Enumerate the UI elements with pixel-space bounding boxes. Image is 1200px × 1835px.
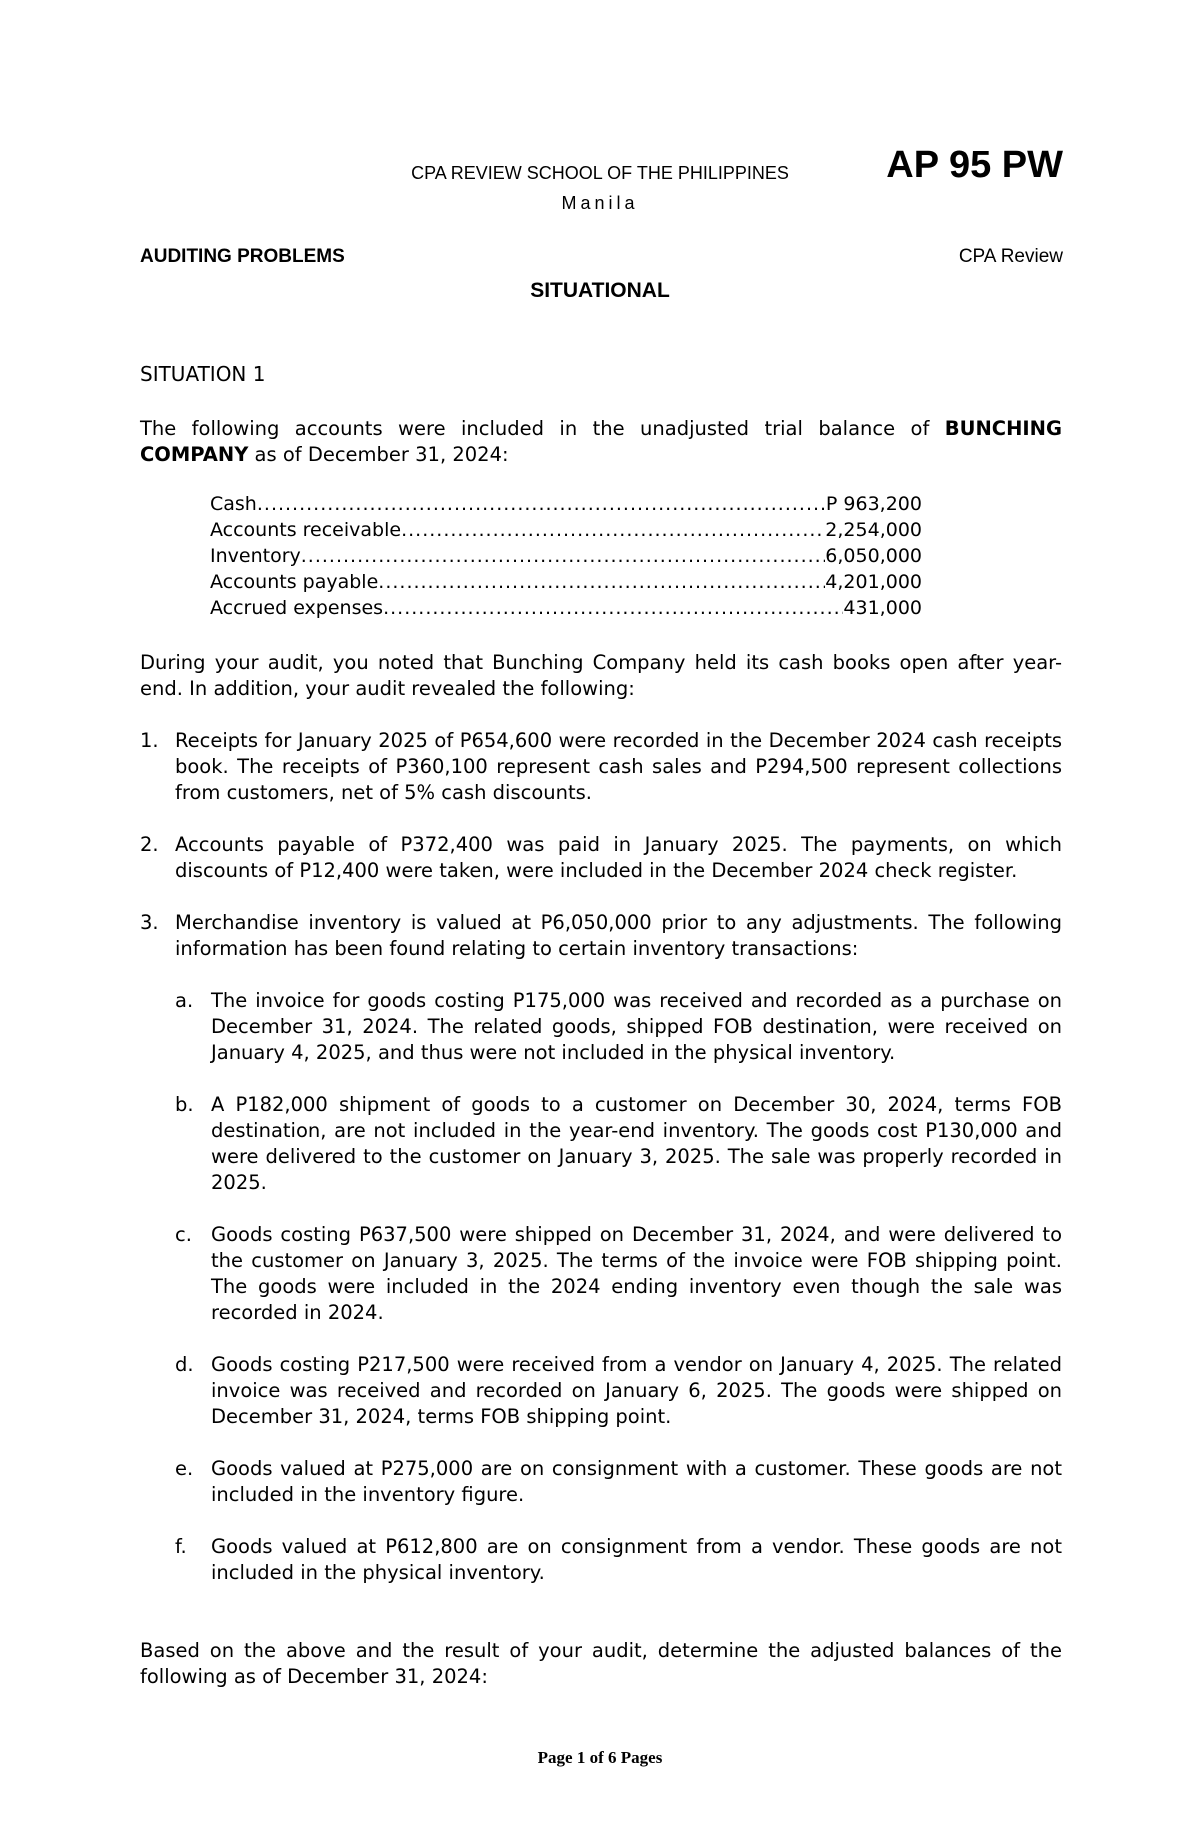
leader-dots (383, 597, 843, 619)
subitem-letter: a. (175, 989, 194, 1012)
item-text: Accounts payable of P372,400 was paid in January 2025. The payments, on which discounts of P12,400 were taken, were included in the December 2024 check register. (175, 833, 1062, 882)
account-amount: 4,201,000 (825, 571, 922, 593)
leader-dots (378, 571, 825, 593)
leader-dots (257, 493, 826, 515)
account-label: Accounts payable (210, 571, 379, 593)
item-text: Receipts for January 2025 of P654,600 were recorded in the December 2024 cash receipts book. The receipts of P360,100 represent cash sales and P294,500 represent collections from customers, net of 5% cash discounts. (175, 729, 1062, 804)
subitem-text: Goods valued at P612,800 are on consignment from a vendor. These goods are not included in the physical inventory. (211, 1535, 1062, 1584)
leader-dots (301, 545, 826, 567)
item-number: 3. (140, 911, 159, 934)
account-row-cash (210, 493, 922, 515)
account-row-accrued (210, 597, 922, 619)
account-row-payable (210, 571, 922, 593)
school-name: CPA REVIEW SCHOOL OF THE PHILIPPINES (411, 163, 789, 183)
subitem-letter: e. (175, 1457, 194, 1480)
inventory-subitem (175, 1352, 1062, 1430)
subitem-letter: b. (175, 1093, 194, 1116)
closing-question: Based on the above and the result of your audit, determine the adjusted balances of the following as of December 31, 2024: (140, 1639, 1062, 1688)
subitem-text: A P182,000 shipment of goods to a customer on December 30, 2024, terms FOB destination, are not included in the year-end inventory. The goods cost P130,000 and were delivered to the customer on January 3, 2025. The sale was properly recorded in 2025. (211, 1093, 1062, 1194)
inventory-subitem (175, 1222, 1062, 1326)
intro-text-after: as of December 31, 2024: (248, 443, 509, 466)
account-label: Accrued expenses (210, 597, 384, 619)
subitem-text: Goods costing P637,500 were shipped on December 31, 2024, and were delivered to the customer on January 3, 2025. The terms of the invoice were FOB shipping point. The goods were included in the 2024 ending inventory even though the sale was recorded in 2024. (211, 1223, 1062, 1324)
subject-title: AUDITING PROBLEMS (140, 246, 345, 267)
subitem-letter: f. (175, 1535, 187, 1558)
finding-item (140, 728, 1062, 806)
finding-item (140, 910, 1062, 962)
account-row-inventory (210, 545, 922, 567)
finding-item (140, 832, 1062, 884)
subitem-letter: d. (175, 1353, 194, 1376)
account-row-receivable (210, 519, 922, 541)
leader-dots (401, 519, 825, 541)
page-number: Page 1 of 6 Pages (537, 1748, 663, 1767)
inventory-subitem (175, 1534, 1062, 1586)
review-label: CPA Review (958, 246, 1063, 267)
subitem-text: The invoice for goods costing P175,000 was received and recorded as a purchase on December 31, 2024. The related goods, shipped FOB destination, were received on January 4, 2025, and thus were not included in the physical inventory. (211, 989, 1062, 1064)
company-name: BUNCHING COMPANY (140, 417, 1062, 466)
inventory-subitem (175, 1092, 1062, 1196)
audit-note: During your audit, you noted that Bunching Company held its cash books open after year-end. In addition, your audit revealed the following: (140, 651, 1062, 700)
item-number: 1. (140, 729, 159, 752)
account-label: Accounts receivable (210, 519, 402, 541)
situation-label: SITUATION 1 (140, 362, 266, 386)
account-amount: 431,000 (843, 597, 922, 619)
account-amount: 2,254,000 (825, 519, 922, 541)
subitem-text: Goods costing P217,500 were received from a vendor on January 4, 2025. The related invoice was received and recorded on January 6, 2025. The goods were shipped on December 31, 2024, terms FOB shipping point. (211, 1353, 1062, 1428)
school-city: Manila (561, 193, 639, 213)
intro-text-before: The following accounts were included in the unadjusted trial balance of (140, 417, 945, 440)
document-code: AP 95 PW (886, 144, 1063, 186)
subitem-letter: c. (175, 1223, 192, 1246)
account-amount: 6,050,000 (825, 545, 922, 567)
subitem-text: Goods valued at P275,000 are on consignment with a customer. These goods are not included in the inventory figure. (211, 1457, 1062, 1506)
inventory-subitem (175, 988, 1062, 1066)
account-label: Cash (210, 493, 257, 515)
account-amount: P 963,200 (825, 493, 922, 515)
item-text: Merchandise inventory is valued at P6,050,000 prior to any adjustments. The following information has been found relating to certain inventory transactions: (175, 911, 1062, 960)
inventory-subitem (175, 1456, 1062, 1508)
item-number: 2. (140, 833, 159, 856)
page-title: SITUATIONAL (530, 279, 670, 302)
intro-paragraph (140, 416, 1062, 468)
account-label: Inventory (210, 545, 301, 567)
